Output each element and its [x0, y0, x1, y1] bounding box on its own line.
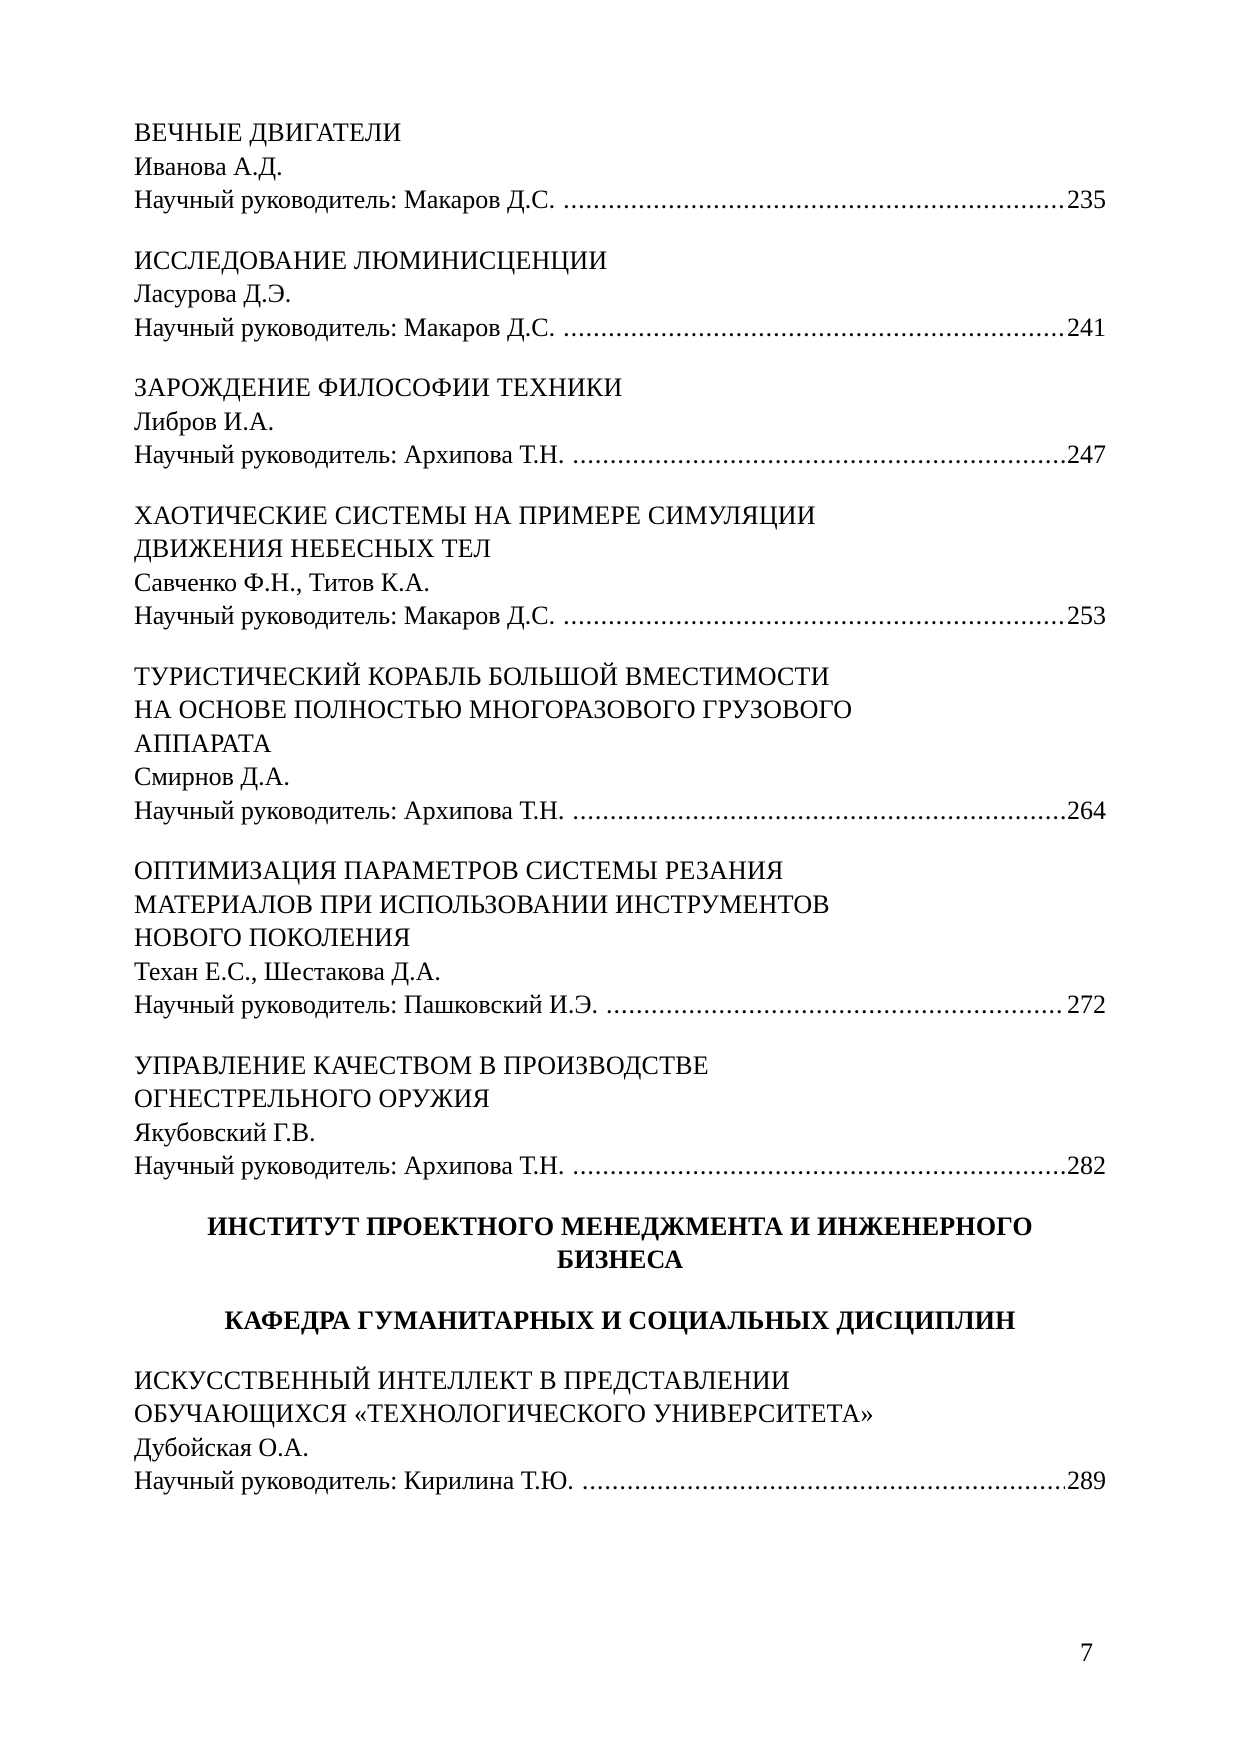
entry-authors: Либров И.А. [134, 406, 275, 436]
dot-leader [563, 183, 1065, 217]
entry-supervisor-row [134, 988, 1106, 1022]
entry-title-line: УПРАВЛЕНИЕ КАЧЕСТВОМ В ПРОИЗВОДСТВЕ [134, 1050, 709, 1080]
entry-authors: Ласурова Д.Э. [134, 279, 292, 308]
entry-title-line: ОПТИМИЗАЦИЯ ПАРАМЕТРОВ СИСТЕМЫ РЕЗАНИЯ [134, 856, 784, 885]
entry-title-line: ВЕЧНЫЕ ДВИГАТЕЛИ [134, 118, 402, 147]
institute-heading [134, 1210, 1106, 1276]
toc-entry [134, 854, 1106, 1022]
toc-entry [134, 499, 1106, 633]
entry-supervisor: Научный руководитель: Макаров Д.С. [134, 312, 556, 342]
entry-title-line: ИСКУССТВЕННЫЙ ИНТЕЛЛЕКТ В ПРЕДСТАВЛЕНИИ [134, 1365, 790, 1395]
entry-authors: Савченко Ф.Н., Титов К.А. [134, 567, 430, 597]
department-heading: КАФЕДРА ГУМАНИТАРНЫХ И СОЦИАЛЬНЫХ ДИСЦИПЛИН [224, 1305, 1016, 1335]
entry-page-number: 289 [1067, 1466, 1106, 1495]
dot-leader [582, 1464, 1065, 1498]
entry-authors: Дубойская О.А. [134, 1432, 309, 1462]
entry-title-line: НОВОГО ПОКОЛЕНИЯ [134, 923, 411, 952]
entry-supervisor-row [134, 438, 1106, 472]
dot-leader [572, 438, 1065, 472]
toc-entry [134, 660, 1106, 828]
entry-title-line: ОГНЕСТРЕЛЬНОГО ОРУЖИЯ [134, 1084, 491, 1113]
entry-authors: Якубовский Г.В. [134, 1117, 316, 1147]
dot-leader [563, 599, 1065, 633]
entry-supervisor-row [134, 794, 1106, 828]
entry-supervisor: Научный руководитель: Архипова Т.Н. [134, 440, 565, 469]
entry-page-number: 241 [1067, 312, 1106, 342]
entry-authors: Смирнов Д.А. [134, 762, 290, 791]
entry-title-line: АППАРАТА [134, 728, 272, 758]
entry-supervisor: Научный руководитель: Макаров Д.С. [134, 185, 556, 214]
entry-supervisor-row [134, 311, 1106, 345]
toc-entry [134, 244, 1106, 345]
entry-authors: Техан Е.С., Шестакова Д.А. [134, 956, 441, 986]
entry-supervisor-row [134, 599, 1106, 633]
entry-title-line: ЗАРОЖДЕНИЕ ФИЛОСОФИИ ТЕХНИКИ [134, 373, 623, 402]
institute-heading-line: ИНСТИТУТ ПРОЕКТНОГО МЕНЕДЖМЕНТА И ИНЖЕНЕРНОГО [207, 1211, 1033, 1241]
table-of-contents [134, 116, 1106, 1525]
entry-title-line: НА ОСНОВЕ ПОЛНОСТЬЮ МНОГОРАЗОВОГО ГРУЗОВОГО [134, 695, 853, 724]
dot-leader [572, 794, 1065, 828]
entry-page-number: 253 [1067, 601, 1106, 630]
entry-page-number: 264 [1067, 795, 1106, 825]
entry-supervisor: Научный руководитель: Архипова Т.Н. [134, 1151, 565, 1180]
entry-supervisor-row [134, 183, 1106, 217]
entry-supervisor: Научный руководитель: Макаров Д.С. [134, 601, 556, 630]
entry-page-number: 235 [1067, 185, 1106, 214]
entry-title-line: МАТЕРИАЛОВ ПРИ ИСПОЛЬЗОВАНИИ ИНСТРУМЕНТОВ [134, 889, 830, 919]
entry-supervisor: Научный руководитель: Кирилина Т.Ю. [134, 1466, 574, 1495]
entry-supervisor: Научный руководитель: Архипова Т.Н. [134, 795, 565, 825]
entry-title-line: ОБУЧАЮЩИХСЯ «ТЕХНОЛОГИЧЕСКОГО УНИВЕРСИТЕТА» [134, 1399, 874, 1428]
entry-supervisor-row [134, 1464, 1106, 1498]
page-number: 7 [1080, 1638, 1093, 1667]
entry-title-line: ТУРИСТИЧЕСКИЙ КОРАБЛЬ БОЛЬШОЙ ВМЕСТИМОСТИ [134, 661, 830, 691]
toc-entries-group [134, 1364, 1106, 1498]
toc-entry [134, 1049, 1106, 1183]
toc-entry [134, 1364, 1106, 1498]
institute-heading-line: БИЗНЕСА [556, 1244, 684, 1274]
entry-title-line: ИССЛЕДОВАНИЕ ЛЮМИНИСЦЕНЦИИ [134, 245, 608, 275]
entry-title-line: ХАОТИЧЕСКИЕ СИСТЕМЫ НА ПРИМЕРЕ СИМУЛЯЦИИ [134, 500, 816, 530]
toc-entry [134, 116, 1106, 217]
entry-title-line: ДВИЖЕНИЯ НЕБЕСНЫХ ТЕЛ [134, 534, 492, 563]
entry-authors: Иванова А.Д. [134, 151, 283, 181]
dot-leader [572, 1149, 1065, 1183]
entry-page-number: 247 [1067, 440, 1106, 469]
entry-supervisor-row [134, 1149, 1106, 1183]
entry-page-number: 282 [1067, 1151, 1106, 1180]
toc-entry [134, 371, 1106, 472]
toc-entries-group [134, 116, 1106, 1183]
entry-page-number: 272 [1067, 990, 1106, 1019]
dot-leader [606, 988, 1065, 1022]
dot-leader [563, 311, 1065, 345]
entry-supervisor: Научный руководитель: Пашковский И.Э. [134, 990, 599, 1019]
